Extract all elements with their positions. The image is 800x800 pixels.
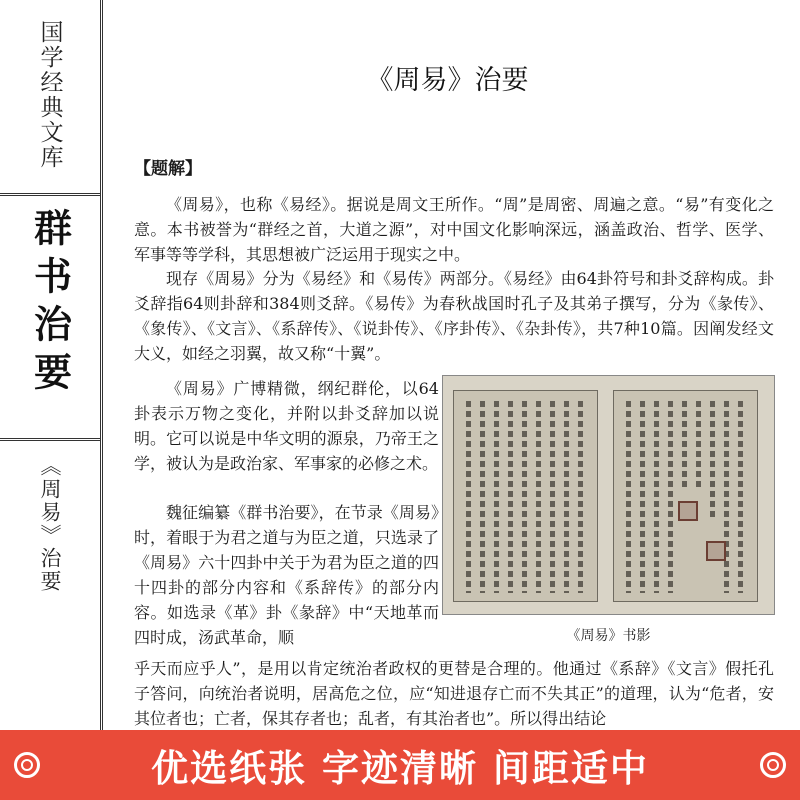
seal-icon bbox=[678, 501, 698, 521]
book-page-left bbox=[453, 390, 598, 602]
paragraph: 乎天而应乎人”，是用以肯定统治者政权的更替是合理的。他通过《系辞》《文言》假托孔子答问，向统治者说明，居高危之位，应“知进退存亡而不失其正”的道理，认为“危者，安其位者也；亡者，保其存者也；乱者，有其治者也”。所以得出结论 bbox=[134, 659, 774, 728]
main-content bbox=[120, 0, 775, 730]
book-image bbox=[442, 375, 775, 615]
paragraph: 《周易》，也称《易经》。据说是周文王所作。“周”是周密、周遍之意。“易”有变化之意。本书被誉为“群经之首，大道之源”，对中国文化影响深远，涵盖政治、哲学、医学、军事等等学科，其思想被广泛运用于现实之中。 bbox=[134, 195, 774, 264]
section-label: 【题解】 bbox=[134, 159, 202, 179]
paragraph: 现存《周易》分为《易经》和《易传》两部分。《易经》由64卦符号和卦爻辞构成。卦爻辞指64则卦辞和384则爻辞。《易传》为春秋战国时孔子及其弟子撰写，分为《彖传》、《象传》、《文言》、《系辞传》、《说卦传》、《序卦传》、《杂卦传》，共7种10篇。因阐发经文大义，如经之羽翼，故又称“十翼”。 bbox=[134, 269, 774, 363]
chapter-side-box bbox=[0, 455, 100, 595]
double-circle-icon bbox=[14, 752, 40, 778]
seal-icon bbox=[706, 541, 726, 561]
banner-text: 优选纸张 字迹清晰 间距适中 bbox=[151, 747, 649, 790]
figure-caption: 《周易》书影 bbox=[566, 628, 651, 644]
book-title-box bbox=[0, 208, 100, 433]
sidebar-divider bbox=[0, 438, 100, 441]
promo-banner bbox=[0, 730, 800, 800]
sidebar-chapter: 《周易》治要 bbox=[38, 455, 62, 593]
book-page-right bbox=[613, 390, 758, 602]
paragraph: 魏征编纂《群书治要》，在节录《周易》时，着眼于为君之道与为臣之道，只选录了《周易》六十四卦中关于为君为臣之道的四十四卦的部分内容和《系辞传》的部分内容。如选录《革》卦《彖辞》中“天地革而四时成，汤武革命，顺 bbox=[134, 503, 439, 647]
book-title: 群书治要 bbox=[27, 208, 72, 400]
paragraph: 《周易》广博精微，纲纪群伦，以64卦表示万物之变化，并附以卦爻辞加以说明。它可以说是中华文明的源泉，乃帝王之学，被认为是政治家、军事家的必修之术。 bbox=[134, 379, 439, 473]
double-circle-icon bbox=[760, 752, 786, 778]
series-name: 国学经典文库 bbox=[36, 20, 63, 170]
page-title: 《周易》治要 bbox=[366, 65, 529, 96]
sidebar bbox=[0, 0, 103, 730]
series-name-box bbox=[0, 20, 100, 185]
sidebar-divider bbox=[0, 193, 100, 196]
